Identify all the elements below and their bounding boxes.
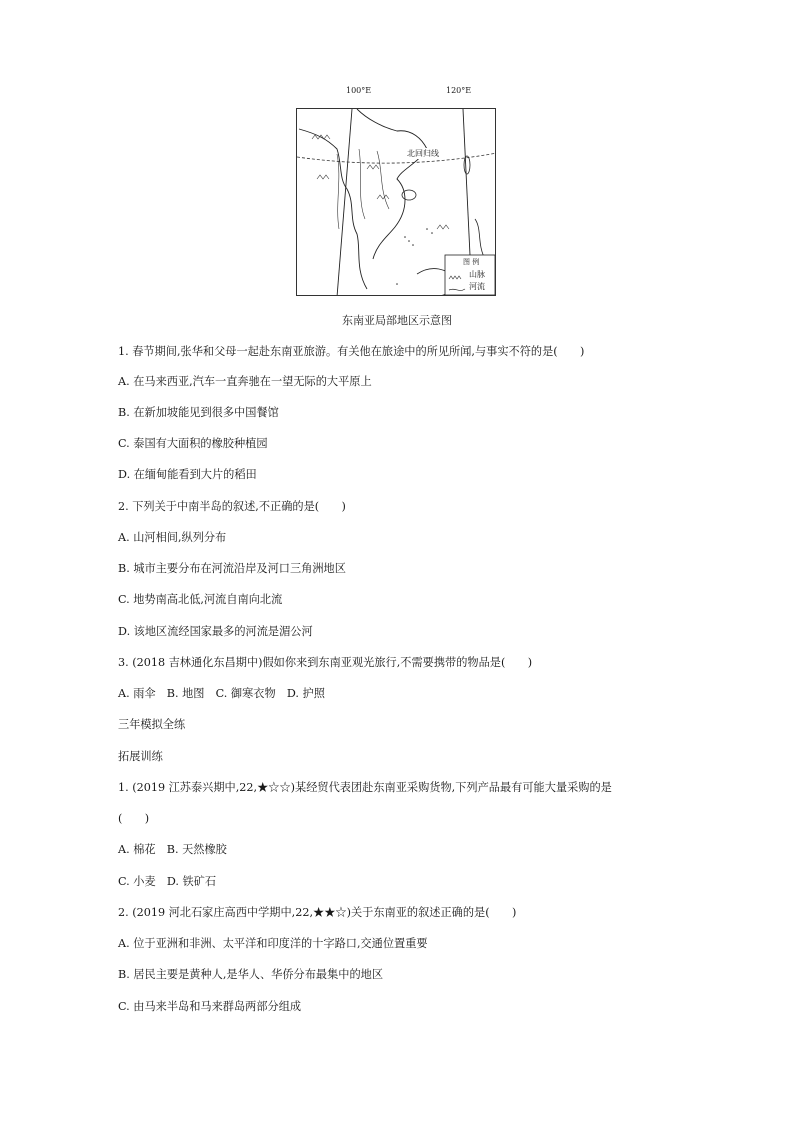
rivers: [337, 149, 389, 229]
meridian-100: [337, 109, 352, 296]
extend-q2-option-c: C. 由马来半岛和马来群岛两部分组成: [118, 1000, 302, 1013]
longitude-120-label: 120°E: [446, 86, 472, 95]
question-3: 3. (2018 吉林通化东昌期中)假如你来到东南亚观光旅行,不需要携带的物品是( ): [118, 656, 533, 669]
coastline-east: [357, 109, 427, 259]
island-2: [464, 156, 470, 174]
q1-option-b: B. 在新加坡能见到很多中国餐馆: [118, 406, 279, 419]
q2-option-b: B. 城市主要分布在河流沿岸及河口三角洲地区: [118, 562, 346, 575]
extend-q1-blank: ( ): [118, 812, 150, 825]
map-frame: [296, 108, 496, 296]
small-islands: [396, 228, 433, 285]
q2-option-c: C. 地势南高北低,河流自南向北流: [118, 593, 283, 606]
q1-option-a: A. 在马来西亚,汽车一直奔驰在一望无际的大平原上: [118, 375, 372, 388]
island-1: [402, 190, 416, 200]
legend-river-label: 河流: [469, 282, 485, 291]
extend-q1-options-ab: A. 棉花 B. 天然橡胶: [118, 843, 227, 856]
section-heading: 三年模拟全练: [118, 718, 186, 731]
q1-option-c: C. 泰国有大面积的橡胶种植园: [118, 437, 268, 450]
extend-question-1: 1. (2019 江苏泰兴期中,22,★☆☆)某经贸代表团赴东南亚采购货物,下列产品最有可能大量采购的是: [118, 781, 612, 794]
q2-option-d: D. 该地区流经国家最多的河流是湄公河: [118, 625, 313, 638]
legend-title: 图 例: [463, 258, 480, 266]
extend-q2-option-a: A. 位于亚洲和非洲、太平洋和印度洋的十字路口,交通位置重要: [118, 937, 428, 950]
tropic-line: [297, 153, 496, 163]
extend-question-2: 2. (2019 河北石家庄高西中学期中,22,★★☆)关于东南亚的叙述正确的是( ): [118, 906, 517, 919]
question-2: 2. 下列关于中南半岛的叙述,不正确的是( ): [118, 500, 346, 513]
longitude-100-label: 100°E: [346, 86, 372, 95]
southeast-asia-map: [296, 86, 496, 298]
coastline-west: [299, 129, 367, 289]
subsection-heading: 拓展训练: [118, 750, 163, 763]
extend-q1-options-cd: C. 小麦 D. 铁矿石: [118, 875, 217, 888]
q3-options: A. 雨伞 B. 地图 C. 御寒衣物 D. 护照: [118, 687, 325, 700]
tropic-label: 北回归线: [407, 149, 439, 158]
q2-option-a: A. 山河相间,纵列分布: [118, 531, 227, 544]
q1-option-d: D. 在缅甸能看到大片的稻田: [118, 468, 257, 481]
extend-q2-option-b: B. 居民主要是黄种人,是华人、华侨分布最集中的地区: [118, 968, 384, 981]
map-drawing: [297, 109, 496, 296]
legend-mountain-label: 山脉: [469, 270, 485, 279]
map-caption: 东南亚局部地区示意图: [342, 314, 452, 327]
question-1: 1. 春节期间,张华和父母一起赴东南亚旅游。有关他在旅途中的所见所闻,与事实不符的是( ): [118, 345, 585, 358]
